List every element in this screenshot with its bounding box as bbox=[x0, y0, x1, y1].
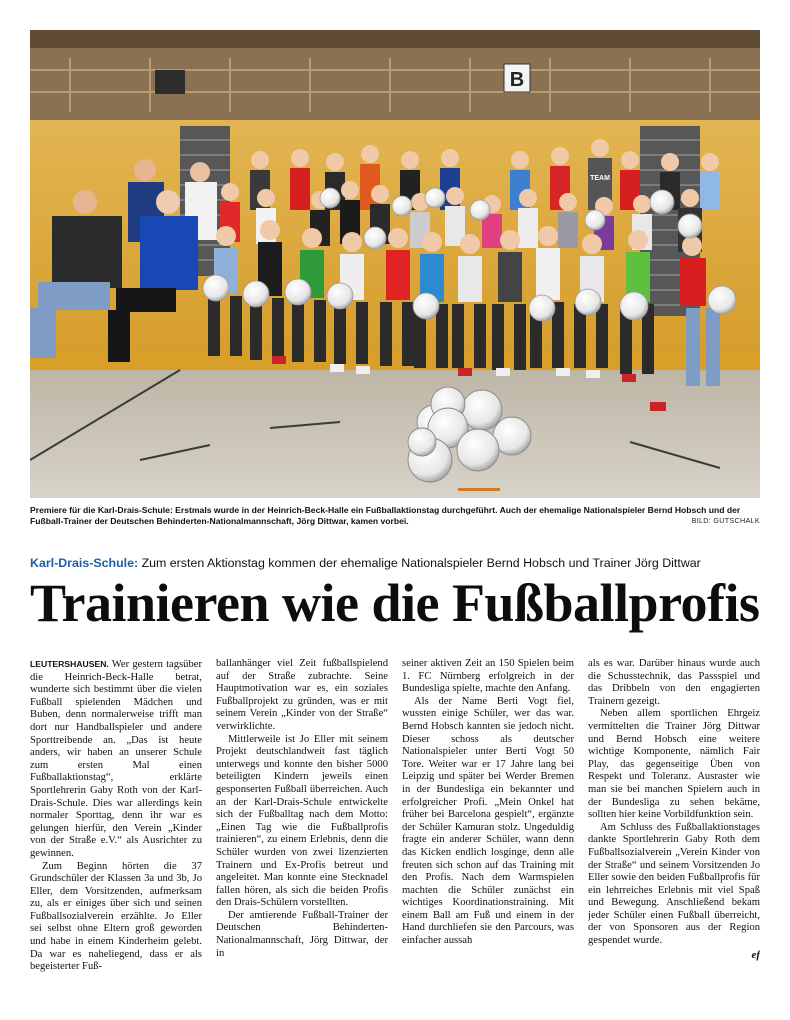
shirt-print: TEAM bbox=[590, 175, 610, 182]
article-column-2 bbox=[216, 658, 388, 994]
article-column-4 bbox=[588, 658, 760, 994]
article-body bbox=[30, 658, 760, 994]
paragraph: seiner aktiven Zeit an 150 Spielen beim 1. FC Nürnberg erfolgreich in der Bundesliga spielte, machte den Anfang. bbox=[402, 658, 574, 695]
article-column-1 bbox=[30, 658, 202, 994]
paragraph bbox=[30, 658, 202, 861]
group-photo-illustration bbox=[30, 30, 760, 498]
headline: Trainieren wie die Fußballprofis bbox=[30, 573, 760, 633]
kicker-label: Karl-Drais-Schule: bbox=[30, 556, 139, 570]
dateline: LEUTERSHAUSEN. bbox=[30, 659, 109, 669]
paragraph: Am Schluss des Fußballaktionstages dankte Sportlehrerin Gaby Roth dem Fußballsozialverein „Verein Kinder von der Straße“ und seinem Vorsitzenden Jo Eller sowie den beiden Fußballprofis für ein lehrreiches Erlebnis mit viel Spaß und Bewegung. Anschließend bekam jeder Schüler einen Fußball überreicht, der von Sponsoren aus der Region gespendet wurde. bbox=[588, 821, 760, 947]
article-column-3 bbox=[402, 658, 574, 994]
paragraph: Neben allem sportlichen Ehrgeiz vermittelten die Trainer Jörg Dittwar und Bernd Hobsch eine weitere wichtige Komponente, nämlich Fair Play, das gegenseitige Üben von Respekt und Toleranz. Ausraster wie man sie bei manchen Spielern auch in der Bundesliga zu sehen bekäme, sollten hier keine Vorbildfunktion sein. bbox=[588, 708, 760, 821]
author-initials: ef bbox=[751, 948, 760, 961]
paragraph: Der amtierende Fußball-Trainer der Deutschen Behinderten-Nationalmannschaft, Jörg Dittwar, der in bbox=[216, 909, 388, 959]
kicker-text: Zum ersten Aktionstag kommen der ehemalige Nationalspieler Bernd Hobsch und Trainer Jörg Dittwar bbox=[141, 556, 701, 570]
paragraph: Zum Beginn hörten die 37 Grundschüler der Klassen 3a und 3b, Jo Eller, dem Vorsitzenden, aufmerksam zu, als er einiges über sich und seinen Fußballsozialverein erzählte. Jo Eller sei selbst ohne Eltern groß geworden und habe in einem Kinderheim gelebt. Da war es naheliegend, dass er als begeisterter Fuß- bbox=[30, 860, 202, 973]
paragraph: Als der Name Berti Vogt fiel, wussten einige Schüler, wer das war. Bernd Hobsch kannten sie jedoch nicht. Dieser schoss als deutscher Nationalspieler unter Berti Vogt 50 Tore. Weiter war er 17 Jahre lang bei Leipzig und später bei Werder Bremen in der Bundesliga ein bekannter und erfolgreicher Profi. „Mein Onkel hat früher bei Barcelona gespielt“, ergänzte der Schüler Kamuran stolz. Ungeduldig fragte ein anderer Schüler, wann denn das Kicken endlich losginge, denn alle freuten sich schon auf das Training mit den Profis. Nach dem Warmspielen machten die Schüler zunächst ein wichtiges Koordinationstraining. Mit einem Ball am Fuß und einem in der Hand durchliefen sie den Parcours, was einfacher aussah bbox=[402, 695, 574, 947]
hall-sign-label: B bbox=[509, 69, 525, 91]
paragraph: als es war. Darüber hinaus wurde auch die Schusstechnik, das Passspiel und das Dribbeln von den engagierten Trainern gezeigt. bbox=[588, 658, 760, 707]
article-photo bbox=[30, 30, 760, 498]
hall-floor bbox=[30, 370, 760, 498]
paragraph-text: Wer gestern tagsüber die Heinrich-Beck-Halle betrat, wunderte sich bestimmt über die vielen Fußball spielenden Mädchen und Buben, denn normalerweise trifft man dort nur Handballspieler und andere Sporttreibende an. „Das ist heute anders, wir haben an unserer Schule zum ersten Mal einen Fußballaktionstag“, erklärte Sportlehrerin Gaby Roth von der Karl-Drais-Schule. Dies war allerdings kein normaler Sporttag, denn ihr war es gelungen hierfür, den Verein „Kinder von der Straße e.V.“ als Ausrichter zu gewinnen. bbox=[30, 659, 202, 859]
photo-credit: BILD: GUTSCHALK bbox=[691, 516, 760, 525]
paragraph: Mittlerweile ist Jo Eller mit seinem Projekt deutschlandweit fast täglich unterwegs und konnte den bisher 5000 beteiligten Kindern jeweils einen gesponserten Fußball überreichen. Auch an der Karl-Drais-Schule entwickelte sich der Fußballtag nach dem Motto: „Einen Tag wie die Fußballprofis trainieren“, zu einem Erlebnis, denn die Schüler wurden von zwei lizenzierten Trainern und Ex-Profis betreut und angeleitet. Man konnte eine Stecknadel fallen hören, als sich die beiden Profis den Drais-Schülern vorstellten. bbox=[216, 733, 388, 909]
paragraph: ballanhänger viel Zeit fußballspielend auf der Straße zubrachte. Seine Hauptmotivation war es, ein soziales Fußballprojekt zu gründen, was er mit seinem Verein „Kinder von der Straße“ verwirklichte. bbox=[216, 658, 388, 732]
photo-caption: Premiere für die Karl-Drais-Schule: Erstmals wurde in der Heinrich-Beck-Halle ein Fußballaktionstag durchgeführt. Auch der ehemalige Nationalspieler Bernd Hobsch und der Fußball-Trainer der Deutschen Behinderten-Nationalmannschaft, Jörg Dittwar, kamen vorbei. bbox=[30, 505, 741, 526]
scoreboard bbox=[155, 70, 185, 94]
